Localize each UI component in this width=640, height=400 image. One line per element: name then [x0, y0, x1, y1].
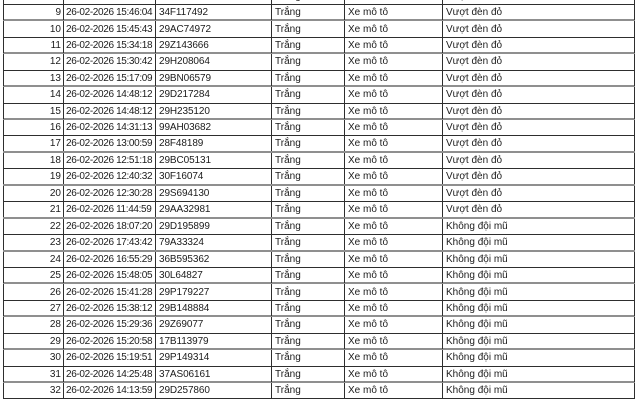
cell-violation[interactable]: Vượt đèn đỏ	[443, 136, 635, 151]
cell-color[interactable]: Trắng	[272, 104, 345, 119]
cell-plate[interactable]: 29AC74972	[156, 21, 272, 36]
table-row	[3, 54, 635, 70]
cell-violation[interactable]: Vượt đèn đỏ	[443, 38, 635, 53]
cell-violation[interactable]: Vượt đèn đỏ	[443, 169, 635, 184]
cell-datetime[interactable]: 26-02-2026 15:41:28	[64, 284, 156, 299]
cell-violation[interactable]: Không đội mũ	[443, 252, 635, 267]
cell-row-number[interactable]: 30	[3, 350, 64, 365]
cell-violation[interactable]: Vượt đèn đỏ	[443, 5, 635, 20]
cell-plate[interactable]: 29P149314	[156, 350, 272, 365]
cell-violation[interactable]: Không đội mũ	[443, 317, 635, 332]
cell-datetime[interactable]: 26-02-2026 17:43:42	[64, 235, 156, 250]
cell-plate[interactable]: 29H208064	[156, 54, 272, 69]
cell-vehicle[interactable]: Xe mô tô	[345, 71, 443, 86]
cell-vehicle[interactable]: Xe mô tô	[345, 219, 443, 234]
cell-violation[interactable]: Vượt đèn đỏ	[443, 153, 635, 168]
cell-vehicle[interactable]: Xe mô tô	[345, 54, 443, 69]
cell-datetime[interactable]: 26-02-2026 11:44:59	[64, 202, 156, 217]
cell-color[interactable]: Trắng	[272, 219, 345, 234]
cell-row-number[interactable]: 12	[3, 54, 64, 69]
cell-color[interactable]: Trắng	[272, 383, 345, 398]
cell-vehicle[interactable]: Xe mô tô	[345, 5, 443, 20]
cell-datetime[interactable]: 26-02-2026 15:38:12	[64, 301, 156, 316]
cell-vehicle[interactable]: Xe mô tô	[345, 38, 443, 53]
cell-plate[interactable]: 29Z143666	[156, 38, 272, 53]
table-row	[3, 153, 635, 169]
cell-color[interactable]: Trắng	[272, 284, 345, 299]
cell-datetime[interactable]: 26-02-2026 12:40:32	[64, 169, 156, 184]
cell-datetime[interactable]: 26-02-2026 16:55:29	[64, 252, 156, 267]
cell-vehicle[interactable]: Xe mô tô	[345, 252, 443, 267]
cell-datetime[interactable]: 26-02-2026 15:20:58	[64, 334, 156, 349]
cell-plate[interactable]: 28F48189	[156, 136, 272, 151]
cell-vehicle[interactable]: Xe mô tô	[345, 367, 443, 382]
table-row	[3, 219, 635, 235]
table-row	[3, 104, 635, 120]
cell-color[interactable]: Trắng	[272, 334, 345, 349]
cell-violation[interactable]: Không đội mũ	[443, 268, 635, 283]
cell-color[interactable]: Trắng	[272, 186, 345, 201]
cell-vehicle[interactable]: Xe mô tô	[345, 235, 443, 250]
table-row	[3, 202, 635, 218]
cell-violation[interactable]: Vượt đèn đỏ	[443, 202, 635, 217]
cell-row-number[interactable]: 14	[3, 87, 64, 102]
cell-plate[interactable]: 29H235120	[156, 104, 272, 119]
cell-row-number[interactable]: 15	[3, 104, 64, 119]
cell-plate[interactable]: 29AA32981	[156, 202, 272, 217]
cell-vehicle[interactable]: Xe mô tô	[345, 202, 443, 217]
cell-color[interactable]: Trắng	[272, 350, 345, 365]
cell-violation[interactable]: Không đội mũ	[443, 301, 635, 316]
table-row	[3, 38, 635, 54]
cell-vehicle[interactable]: Xe mô tô	[345, 284, 443, 299]
table-row	[3, 71, 635, 87]
cell-color[interactable]: Trắng	[272, 71, 345, 86]
cell-datetime[interactable]: 26-02-2026 15:29:36	[64, 317, 156, 332]
cell-row-number[interactable]: 29	[3, 334, 64, 349]
cell-vehicle[interactable]: Xe mô tô	[345, 383, 443, 398]
cell-plate[interactable]: 79A33324	[156, 235, 272, 250]
cell-row-number[interactable]: 27	[3, 301, 64, 316]
cell-row-number[interactable]: 31	[3, 367, 64, 382]
cell-color[interactable]: Trắng	[272, 367, 345, 382]
cell-vehicle[interactable]: Xe mô tô	[345, 21, 443, 36]
cell-datetime[interactable]: 26-02-2026 14:31:13	[64, 120, 156, 135]
cell-datetime[interactable]: 26-02-2026 14:25:48	[64, 367, 156, 382]
cell-plate[interactable]: 29B148884	[156, 301, 272, 316]
cell-violation[interactable]: Không đội mũ	[443, 334, 635, 349]
cell-vehicle[interactable]: Xe mô tô	[345, 120, 443, 135]
cell-violation[interactable]: Không đội mũ	[443, 284, 635, 299]
cell-color[interactable]: Trắng	[272, 252, 345, 267]
cell-row-number[interactable]: 21	[3, 202, 64, 217]
table-row	[3, 136, 635, 152]
cell-color[interactable]: Trắng	[272, 301, 345, 316]
cell-row-number[interactable]: 9	[3, 5, 64, 20]
cell-row-number[interactable]: 24	[3, 252, 64, 267]
cell-row-number[interactable]	[3, 0, 64, 4]
cell-plate[interactable]: 30L64827	[156, 268, 272, 283]
table-row	[3, 350, 635, 366]
cell-plate[interactable]: 36B595362	[156, 252, 272, 267]
cell-violation[interactable]: Vượt đèn đỏ	[443, 87, 635, 102]
table-row	[3, 367, 635, 383]
cell-violation[interactable]: Vượt đèn đỏ	[443, 104, 635, 119]
table-row	[3, 284, 635, 300]
table-row	[3, 87, 635, 103]
cell-row-number[interactable]: 28	[3, 317, 64, 332]
cell-vehicle[interactable]: Xe mô tô	[345, 169, 443, 184]
cell-vehicle[interactable]: Xe mô tô	[345, 87, 443, 102]
table-row	[3, 334, 635, 350]
cell-color[interactable]: Trắng	[272, 120, 345, 135]
cell-row-number[interactable]: 22	[3, 219, 64, 234]
cell-datetime[interactable]: 26-02-2026 15:46:04	[64, 5, 156, 20]
cell-vehicle[interactable]: Xe mô tô	[345, 301, 443, 316]
cell-color[interactable]: Trắng	[272, 87, 345, 102]
cell-vehicle[interactable]: Xe mô tô	[345, 153, 443, 168]
cell-row-number[interactable]: 10	[3, 21, 64, 36]
table-row	[3, 252, 635, 268]
table-row	[3, 186, 635, 202]
cell-violation[interactable]: Không đội mũ	[443, 383, 635, 398]
cell-plate[interactable]: 29BC05131	[156, 153, 272, 168]
cell-row-number[interactable]: 23	[3, 235, 64, 250]
cell-plate[interactable]: 29S694130	[156, 186, 272, 201]
cell-row-number[interactable]: 20	[3, 186, 64, 201]
cell-violation[interactable]: Vượt đèn đỏ	[443, 120, 635, 135]
cell-row-number[interactable]: 16	[3, 120, 64, 135]
cell-plate[interactable]: 30F16074	[156, 169, 272, 184]
cell-vehicle[interactable]: Xe mô tô	[345, 104, 443, 119]
cell-datetime[interactable]: 26-02-2026 15:45:43	[64, 21, 156, 36]
cell-violation[interactable]: Không đội mũ	[443, 350, 635, 365]
cell-color[interactable]: Trắng	[272, 38, 345, 53]
cell-color[interactable]: Trắng	[272, 202, 345, 217]
cell-color[interactable]: Trắng	[272, 136, 345, 151]
table-row	[3, 301, 635, 317]
cell-color[interactable]: Trắng	[272, 54, 345, 69]
cell-row-number[interactable]: 26	[3, 284, 64, 299]
cell-datetime[interactable]: 26-02-2026 14:13:59	[64, 383, 156, 398]
cell-vehicle[interactable]: Xe mô tô	[345, 268, 443, 283]
table-row	[3, 235, 635, 251]
cell-row-number[interactable]: 13	[3, 71, 64, 86]
cell-color[interactable]: Trắng	[272, 235, 345, 250]
cell-row-number[interactable]: 19	[3, 169, 64, 184]
cell-vehicle[interactable]: Xe mô tô	[345, 317, 443, 332]
cell-vehicle[interactable]: Xe mô tô	[345, 334, 443, 349]
cell-color[interactable]: Trắng	[272, 169, 345, 184]
cell-violation[interactable]: Không đội mũ	[443, 219, 635, 234]
cell-datetime[interactable]: 26-02-2026 15:34:18	[64, 38, 156, 53]
cell-datetime[interactable]: 26-02-2026 15:19:51	[64, 350, 156, 365]
cell-datetime[interactable]: 26-02-2026 12:51:18	[64, 153, 156, 168]
cell-plate[interactable]: 29D257860	[156, 383, 272, 398]
cell-datetime[interactable]	[64, 0, 156, 4]
cell-datetime[interactable]: 26-02-2026 15:17:09	[64, 71, 156, 86]
cell-plate[interactable]: 37AS06161	[156, 367, 272, 382]
violation-table	[3, 0, 635, 399]
cell-datetime[interactable]: 26-02-2026 15:30:42	[64, 54, 156, 69]
cell-plate[interactable]: 29P179227	[156, 284, 272, 299]
cell-color[interactable]: Trắng	[272, 21, 345, 36]
cell-color[interactable]: Trắng	[272, 268, 345, 283]
cell-color[interactable]: Trắng	[272, 317, 345, 332]
cell-plate[interactable]	[156, 0, 272, 4]
cell-row-number[interactable]: 25	[3, 268, 64, 283]
table-row	[3, 21, 635, 37]
table-row	[3, 383, 635, 399]
cell-vehicle[interactable]: Xe mô tô	[345, 350, 443, 365]
cell-row-number[interactable]: 11	[3, 38, 64, 53]
cell-row-number[interactable]: 32	[3, 383, 64, 398]
cell-color[interactable]: Trắng	[272, 5, 345, 20]
cell-plate[interactable]: 34F117492	[156, 5, 272, 20]
cell-plate[interactable]: 17B113979	[156, 334, 272, 349]
cell-datetime[interactable]: 26-02-2026 14:48:12	[64, 104, 156, 119]
cell-plate[interactable]: 29BN06579	[156, 71, 272, 86]
cell-violation[interactable]: Vượt đèn đỏ	[443, 186, 635, 201]
cell-violation[interactable]: Không đội mũ	[443, 235, 635, 250]
cell-color[interactable]: Trắng	[272, 153, 345, 168]
cell-vehicle[interactable]: Xe mô tô	[345, 136, 443, 151]
cell-plate[interactable]: 29D195899	[156, 219, 272, 234]
cell-violation[interactable]: Vượt đèn đỏ	[443, 71, 635, 86]
cell-violation[interactable]: Không đội mũ	[443, 367, 635, 382]
table-row	[3, 268, 635, 284]
cell-plate[interactable]: 29Z69077	[156, 317, 272, 332]
cell-color[interactable]	[272, 0, 345, 4]
table-row	[3, 317, 635, 333]
table-row	[3, 169, 635, 185]
cell-row-number[interactable]: 18	[3, 153, 64, 168]
cell-plate[interactable]: 99AH03682	[156, 120, 272, 135]
cell-plate[interactable]: 29D217284	[156, 87, 272, 102]
cell-violation[interactable]: Vượt đèn đỏ	[443, 54, 635, 69]
cell-vehicle[interactable]	[345, 0, 443, 4]
cell-violation[interactable]: Vượt đèn đỏ	[443, 21, 635, 36]
cell-datetime[interactable]: 26-02-2026 18:07:20	[64, 219, 156, 234]
cell-violation[interactable]	[443, 0, 635, 4]
cell-datetime[interactable]: 26-02-2026 14:48:12	[64, 87, 156, 102]
table-row	[3, 120, 635, 136]
cell-row-number[interactable]: 17	[3, 136, 64, 151]
cell-vehicle[interactable]: Xe mô tô	[345, 186, 443, 201]
cell-datetime[interactable]: 26-02-2026 12:30:28	[64, 186, 156, 201]
table-row	[3, 5, 635, 21]
cell-datetime[interactable]: 26-02-2026 13:00:59	[64, 136, 156, 151]
cell-datetime[interactable]: 26-02-2026 15:48:05	[64, 268, 156, 283]
